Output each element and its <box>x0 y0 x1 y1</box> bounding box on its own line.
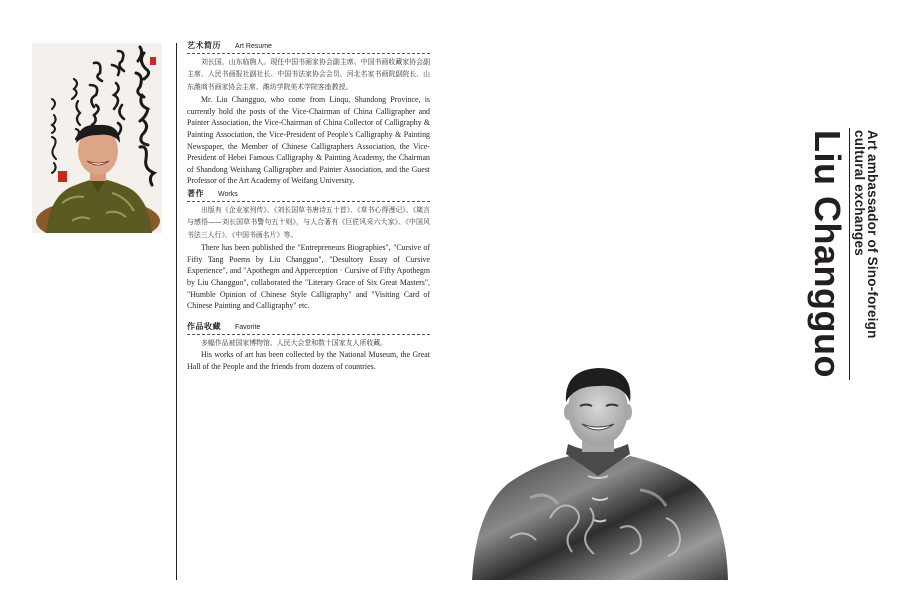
vertical-title-block <box>806 128 878 380</box>
favorite-paragraph-en: His works of art has been collected by the National Museum, the Great Hall of the People and the friends from dozens of countries. <box>187 350 430 371</box>
section-heading-art-resume <box>187 40 430 54</box>
section-heading-favorite <box>187 321 430 335</box>
artist-name: Liu Changguo <box>807 130 848 378</box>
favorite-paragraph-zh: 多幅作品被国家博物馆、人民大会堂和数十国家友人所收藏。 <box>201 338 388 347</box>
heading-zh: 艺术简历 <box>187 41 221 50</box>
resume-paragraph-en: Mr. Liu Changguo, who come from Linqu, Shandong Province, is currently hold the posts of the Vice-Chairman of China Calligrapher and Painter Association, the Vice-Chairman of China Collector of Calligraphy & Painting Association, the Vice-President of People's Calligraphy & Painting Newspaper, the Member of Chinese Calligraphers Association, the Vice-President of Hebei Famous Calligraphy & Painting Academy, the Chairman of Shandong Weishang Calligrapher and Painter Association, and the Guest Professor of the Art Academy of Weifang University. <box>187 95 430 186</box>
biography-column <box>187 40 430 372</box>
bw-portrait-photo <box>470 358 732 580</box>
heading-en: Works <box>218 190 238 198</box>
section-heading-works <box>187 188 430 202</box>
resume-paragraph-zh: 刘长国，山东临朐人。现任中国书画家协会副主席、中国书画收藏家协会副主席、人民书画报社副社长、中国书法家协会会员、河北名家书画院副院长、山东潍商书画家协会主席、潍坊学院美术学院客座教授。 <box>187 58 430 91</box>
red-seal <box>58 171 67 182</box>
works-paragraph-zh: 出版有《企业家列传》、《刘长国草书唐诗五十首》、《草书心得漫记》、《箴言与感悟——刘长国草书警句五十则》，与人合著有《巨匠风采六大家》、《中国风书法三人行》、《中国书画名片》等。 <box>187 205 430 239</box>
heading-en: Favorite <box>235 323 261 331</box>
heading-zh: 著作 <box>187 188 204 198</box>
subtitle-line-2: cultural exchanges <box>852 130 868 256</box>
bw-portrait-image <box>470 358 732 580</box>
subtitle-line-1: Art ambassador of Sino-foreign <box>865 130 880 339</box>
subtitle <box>853 130 878 380</box>
red-seal <box>150 57 156 65</box>
title-rule <box>849 128 850 380</box>
portrait-with-calligraphy-photo <box>32 43 162 233</box>
vertical-divider <box>176 43 177 580</box>
heading-en: Art Resume <box>235 43 272 50</box>
works-paragraph-en: There has been published the "Entrepreneurs Biographies", "Cursive of Fifty Tang Poems by Liu Changguo", "Desultory Essay of Cursive Experience", and "Apothegm and Apperception · Cursive of Fifty Apothegm by Liu Changguo", collaborated the "Literary Grace of Six Great Masters", "Humble Opinion of Chinese Style Calligraphy" and "Visiting Card of Chinese Painting and Calligraphy" etc. <box>187 243 430 311</box>
calligraphy-portrait-image <box>32 43 162 233</box>
heading-zh: 作品收藏 <box>187 321 221 331</box>
